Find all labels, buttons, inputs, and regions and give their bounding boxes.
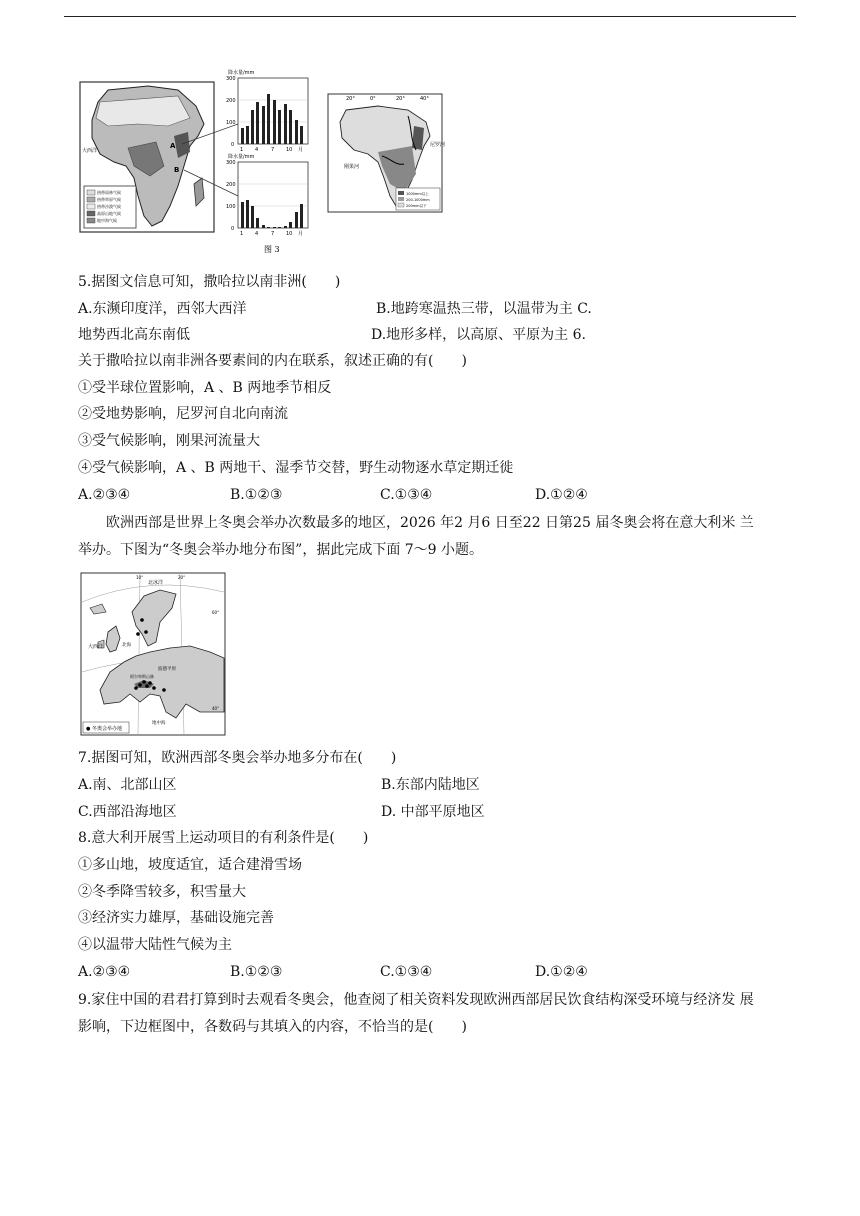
alps-label: 阿尔卑斯山脉 <box>130 674 154 679</box>
chart-bottom-ylabel: 降水量/mm <box>228 154 255 160</box>
intro-line-1: 欧洲西部是世界上冬奥会举办次数最多的地区，2026 年2 月6 日至22 日第25 届冬奥会将在意大利米 兰 <box>106 515 754 531</box>
relief-lon-0: 0° <box>370 96 376 102</box>
lon-10-label: 10° <box>136 575 144 580</box>
q7-option-b: B.东部内陆地区 <box>381 777 480 793</box>
q6-item-3: ③受气候影响，刚果河流量大 <box>78 433 260 449</box>
intro-line-2: 举办。下图为“冬奥会举办地分布图”，据此完成下面 7～9 小题。 <box>78 542 484 558</box>
q5-option-c: 地势西北高东南低 <box>78 327 190 343</box>
q8-choice-d: D.①②④ <box>535 964 588 980</box>
chart-bottom-ytick-200: 200 <box>226 182 236 188</box>
q8-choice-b: B.①②③ <box>230 964 283 980</box>
chart-top-xtick-1: 1 <box>240 147 244 153</box>
chart-top-xunit: 月 <box>298 147 304 153</box>
congo-label: 刚果河 <box>344 164 360 170</box>
chart-top-xtick-7: 7 <box>271 147 275 153</box>
header-rule <box>64 16 796 17</box>
chart-bottom-xtick-7: 7 <box>271 231 275 237</box>
nile-label: 尼罗河 <box>430 142 446 148</box>
legend-rain-1: 1000mm以上 <box>406 192 429 196</box>
q8-stem: 8.意大利开展雪上运动项目的有利条件是( ) <box>78 830 369 846</box>
europe-olympics-map <box>80 572 226 736</box>
chart-top-ytick-200: 200 <box>226 98 236 104</box>
q9-line-2: 影响，下边框图中，各数码与其填入的内容，不恰当的是( ) <box>78 1019 467 1035</box>
figure-3 <box>78 66 448 266</box>
q6-item-2: ②受地势影响，尼罗河自北向南流 <box>78 406 288 422</box>
lat-40-label: 40° <box>212 706 220 711</box>
legend-rain-3: 200mm以下 <box>406 204 427 208</box>
q8-item-1: ①多山地，坡度适宜，适合建滑雪场 <box>78 857 302 873</box>
legend-africa-1: 热带雨林气候 <box>97 190 121 195</box>
q6-choice-c: C.①③④ <box>380 487 433 503</box>
relief-lon-20w: 20° <box>346 96 355 102</box>
chart-bottom-ytick-0: 0 <box>231 226 235 232</box>
legend-africa-4: 高原山地气候 <box>97 211 121 216</box>
figure-3-caption: 图 3 <box>264 245 280 254</box>
chart-bottom-xtick-1: 1 <box>240 231 244 237</box>
legend-africa-5: 地中海气候 <box>97 218 117 223</box>
q5-option-b: B.地跨寒温热三带，以温带为主 C. <box>376 301 592 317</box>
atlantic-label: 大西洋 <box>88 644 104 650</box>
legend-rain-2: 200-1000mm <box>406 198 430 202</box>
q7-option-c: C.西部沿海地区 <box>78 804 177 820</box>
plain-label: 波德平原 <box>158 667 176 672</box>
q8-item-4: ④以温带大陆性气候为主 <box>78 937 232 953</box>
q7-option-d: D. 中部平原地区 <box>381 804 485 820</box>
chart-bottom-xunit: 月 <box>298 231 304 237</box>
q6-choice-d: D.①②④ <box>535 487 588 503</box>
q6-choice-a: A.②③④ <box>78 487 131 503</box>
point-b-label: B <box>174 166 180 174</box>
chart-bottom-ytick-100: 100 <box>226 204 236 210</box>
q6-choice-b: B.①②③ <box>230 487 283 503</box>
q8-item-2: ②冬季降雪较多，积雪量大 <box>78 884 246 900</box>
figure-3-graphic <box>78 66 448 266</box>
chart-bottom-xtick-10: 10 <box>286 231 293 237</box>
q8-choice-a: A.②③④ <box>78 964 131 980</box>
europe-map-graphic <box>80 572 226 736</box>
mediterranean-label: 地中海 <box>152 721 166 726</box>
q8-choice-c: C.①③④ <box>380 964 433 980</box>
q8-item-3: ③经济实力雄厚，基础设施完善 <box>78 910 274 926</box>
q6-item-1: ①受半球位置影响，A 、B 两地季节相反 <box>78 380 332 396</box>
relief-lon-20e: 20° <box>396 96 405 102</box>
q7-option-a: A.南、北部山区 <box>78 777 177 793</box>
europe-map-legend: ● 冬奥会举办地 <box>86 726 122 732</box>
q5-option-d: D.地形多样，以高原、平原为主 6. <box>371 327 586 343</box>
chart-top-ytick-300: 300 <box>226 76 236 82</box>
chart-top-xtick-10: 10 <box>286 147 293 153</box>
chart-top-ytick-0: 0 <box>231 142 235 148</box>
point-a-label: A <box>170 142 176 150</box>
q7-stem: 7.据图可知，欧洲西部冬奥会举办地多分布在( ) <box>78 750 397 766</box>
q9-line-1: 9.家住中国的君君打算到时去观看冬奥会，他查阅了相关资料发现欧洲西部居民饮食结构深受环境与经济发 展 <box>78 992 754 1008</box>
chart-top-xtick-4: 4 <box>255 147 259 153</box>
legend-africa-2: 热带草原气候 <box>97 197 121 202</box>
lat-60-label: 60° <box>212 610 220 615</box>
africa-ocean-label: 大西洋 <box>82 148 98 154</box>
arctic-ocean-label: 北冰洋 <box>148 580 164 586</box>
q6-item-4: ④受气候影响，A 、B 两地干、湿季节交替，野生动物逐水草定期迁徙 <box>78 460 514 476</box>
north-sea-label: 北海 <box>122 643 131 648</box>
lon-20-label: 20° <box>178 575 186 580</box>
q6-stem: 关于撒哈拉以南非洲各要素间的内在联系，叙述正确的有( ) <box>78 353 467 369</box>
chart-top-ytick-100: 100 <box>226 120 236 126</box>
legend-africa-3: 热带沙漠气候 <box>97 204 121 209</box>
chart-bottom-xtick-4: 4 <box>255 231 259 237</box>
q5-stem: 5.据图文信息可知，撒哈拉以南非洲( ) <box>78 274 341 290</box>
relief-lon-40: 40° <box>420 96 429 102</box>
q5-option-a: A.东濒印度洋，西邻大西洋 <box>78 301 247 317</box>
chart-top-ylabel: 降水量/mm <box>228 70 255 76</box>
chart-bottom-ytick-300: 300 <box>226 160 236 166</box>
